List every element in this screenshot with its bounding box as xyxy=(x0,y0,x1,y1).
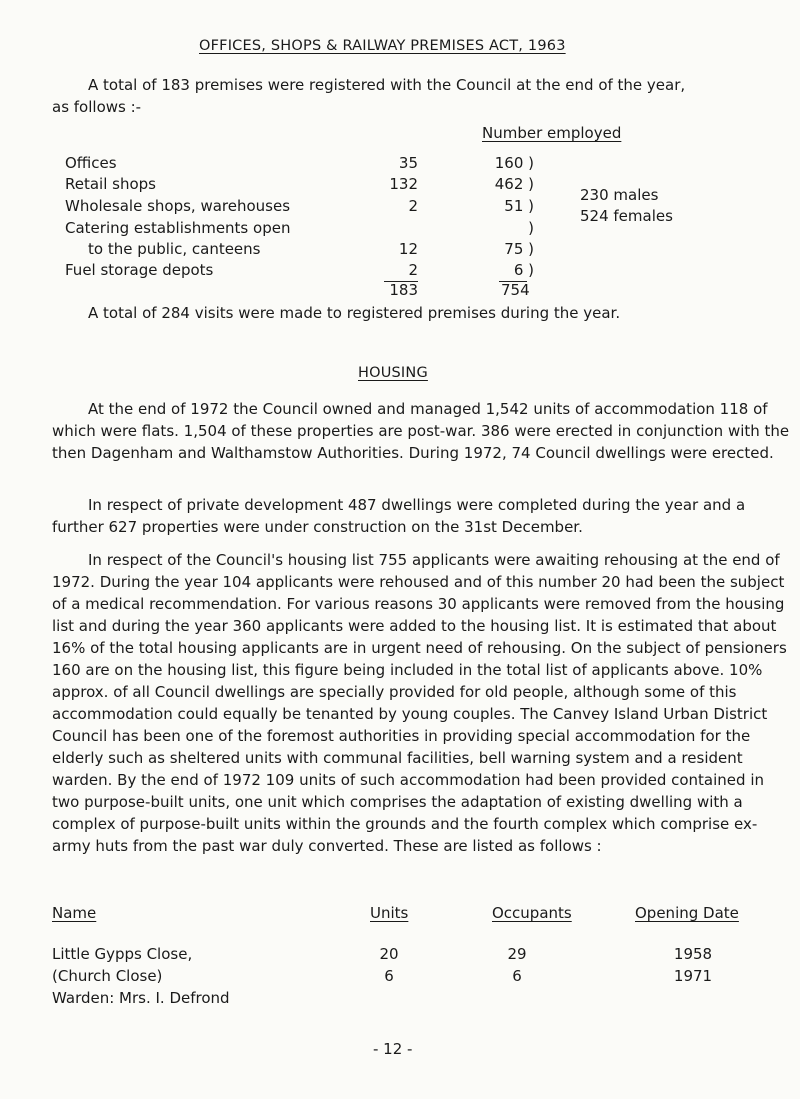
unit-count: 6 xyxy=(384,967,394,985)
employed-header: Number employed xyxy=(482,124,622,142)
premises-employed: ) xyxy=(528,219,534,237)
premises-total-count: 183 xyxy=(389,281,418,299)
intro-line-2: as follows :- xyxy=(52,98,142,116)
col-header-units: Units xyxy=(370,904,409,922)
housing-paragraph-1 xyxy=(52,398,790,464)
warden-line: Warden: Mrs. I. Defrond xyxy=(52,989,230,1007)
premises-label: Wholesale shops, warehouses xyxy=(65,197,291,215)
females-total: 524 females xyxy=(580,207,673,225)
col-header-opening-date: Opening Date xyxy=(635,904,739,922)
premises-label: Catering establishments open xyxy=(65,219,291,237)
premises-employed: 160 ) xyxy=(494,154,534,172)
premises-count: 2 xyxy=(408,261,418,279)
paragraph-text: At the end of 1972 the Council owned and managed 1,542 units of accommodation 118 of which were flats. 1,504 of these properties are post-war. 386 were erected in conjunction with the then Dagenham and Walthamstow Authorities. During 1972, 74 Council dwellings were erected. xyxy=(52,400,790,462)
premises-label: to the public, canteens xyxy=(88,240,261,258)
unit-opening-date: 1958 xyxy=(673,945,713,963)
unit-name: (Church Close) xyxy=(52,967,163,985)
premises-employed: 75 ) xyxy=(504,240,534,258)
premises-count: 132 xyxy=(389,175,418,193)
visits-line: A total of 284 visits were made to registered premises during the year. xyxy=(88,304,621,322)
premises-count: 12 xyxy=(398,240,418,258)
paragraph-text: In respect of the Council's housing list 755 applicants were awaiting rehousing at the end of 1972. During the year 104 applicants were rehoused and of this number 20 had been the subject of a medical recommendation. For various reasons 30 applicants were removed from the housing list and during the year 360 applicants were added to the housing list. It is estimated that about 16% of the total housing applicants are in urgent need of rehousing. On the subject of pensioners 160 are on the housing list, this figure being included in the total list of applicants above. 10% approx. of all Council dwellings are specially provided for old people, although some of this accommodation could equally be tenanted by young couples. The Canvey Island Urban District Council has been one of the foremost authorities in providing special accommodation for the elderly such as sheltered units with communal facilities, bell warning system and a resident warden. By the end of 1972 109 units of such accommodation had been provided contained in two purpose-built units, one unit which comprises the adaptation of existing dwelling with a complex of purpose-built units within the grounds and the fourth complex which comprise ex-army huts from the past war duly converted. These are listed as follows : xyxy=(52,551,787,855)
premises-label: Fuel storage depots xyxy=(65,261,214,279)
unit-name: Little Gypps Close, xyxy=(52,945,193,963)
unit-occupants: 29 xyxy=(507,945,527,963)
unit-count: 20 xyxy=(379,945,399,963)
col-header-name: Name xyxy=(52,904,97,922)
premises-count: 35 xyxy=(398,154,418,172)
unit-opening-date: 1971 xyxy=(673,967,713,985)
housing-heading: HOUSING xyxy=(358,365,428,381)
males-total: 230 males xyxy=(580,186,659,204)
housing-paragraph-2 xyxy=(52,494,790,538)
premises-employed: 462 ) xyxy=(494,175,534,193)
page-number: - 12 - xyxy=(373,1040,413,1058)
col-header-occupants: Occupants xyxy=(492,904,572,922)
intro-line-1: A total of 183 premises were registered with the Council at the end of the year, xyxy=(88,76,686,94)
premises-label: Retail shops xyxy=(65,175,156,193)
page-title: OFFICES, SHOPS & RAILWAY PREMISES ACT, 1963 xyxy=(199,38,566,54)
unit-occupants: 6 xyxy=(512,967,522,985)
premises-count: 2 xyxy=(408,197,418,215)
premises-total-employed: 754 xyxy=(501,281,530,299)
paragraph-text: In respect of private development 487 dwellings were completed during the year and a further 627 properties were under construction on the 31st December. xyxy=(52,496,746,536)
housing-paragraph-3 xyxy=(52,549,790,857)
premises-employed: 6 ) xyxy=(513,261,534,279)
premises-employed: 51 ) xyxy=(504,197,534,215)
premises-label: Offices xyxy=(65,154,117,172)
